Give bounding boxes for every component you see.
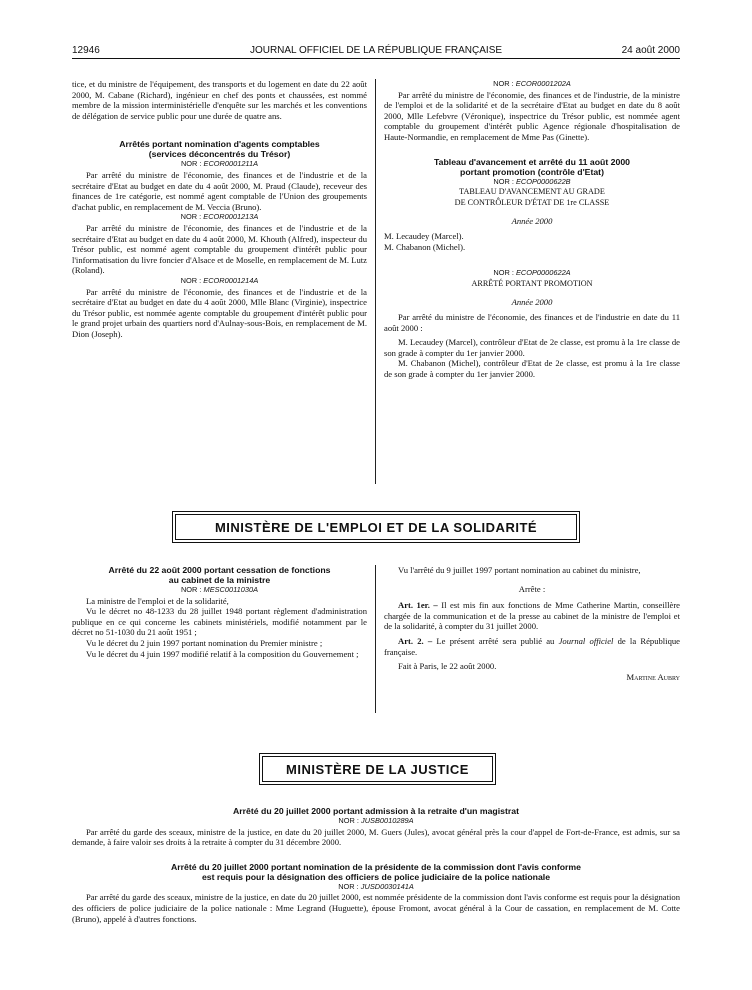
journal-title: JOURNAL OFFICIEL DE LA RÉPUBLIQUE FRANÇAISE — [249, 45, 503, 56]
issue-date: 24 août 2000 — [621, 45, 680, 56]
column-divider — [375, 79, 376, 484]
paragraph: La ministre de l'emploi et de la solidarité, — [86, 595, 229, 606]
ministry-title: MINISTÈRE DE L'EMPLOI ET DE LA SOLIDARITÉ — [175, 514, 577, 540]
section-heading-sub: au cabinet de la ministre — [168, 575, 271, 585]
nor-reference: NOR : ECOR0001211A — [180, 159, 259, 169]
section-heading: Arrêté du 20 juillet 2000 portant nomination de la présidente de la commission dont l'avis conforme — [171, 861, 581, 872]
section-heading: Arrêté du 20 juillet 2000 portant admission à la retraite d'un magistrat — [233, 806, 519, 816]
section-heading: Tableau d'avancement et arrêté du 11 août 2000 — [433, 156, 630, 167]
section-heading: Arrêté du 22 août 2000 portant cessation de fonctions — [108, 565, 331, 575]
nor-reference: NOR : ECOP0000622A — [493, 268, 571, 278]
paragraph: M. Lecaudey (Marcel), contrôleur d'Etat de 2e classe, est promu à la 1re classe de son grade à compter du 1er janvier 2000. — [384, 337, 680, 358]
paragraph: Par arrêté du garde des sceaux, ministre de la justice, en date du 20 juillet 2000, M. Guers (Jules), avocat général près la cour d'appel de Fort-de-France, est admis, sur sa demande, à faire valoir ses droits à la retraite à compter du 31 décembre 2000. — [72, 826, 680, 848]
nor-reference: NOR : JUSD0030141A — [338, 881, 414, 891]
section-heading: Arrêtés portant nomination d'agents comptables — [119, 139, 320, 150]
page-header — [72, 43, 680, 59]
nor-reference: NOR : ECOR0001213A — [180, 212, 259, 222]
continuation-text: tice, et du ministre de l'équipement, des transports et du logement en date du 22 août 2000, M. Cabane (Richard), ingénieur en chef des ponts et chaussées, est nommé membre de la mission interministérielle d'enquête sur les marchés et les conventions de délégation de service public pour une durée de quatre ans. — [72, 79, 367, 121]
year-label: Année 2000 — [511, 297, 553, 308]
ministry-banner — [259, 753, 496, 785]
nor-reference: NOR : JUSB0010289A — [338, 816, 414, 825]
article: Art. 1er. – Il est mis fin aux fonctions de Mme Catherine Martin, conseillère chargée de la communication et de la presse au cabinet de la ministre de l'emploi et de la solidarité, à compter du 31 juillet 2000. — [384, 600, 680, 632]
table-title: TABLEAU D'AVANCEMENT AU GRADE — [459, 187, 605, 197]
paragraph: Fait à Paris, le 22 août 2000. — [398, 661, 497, 672]
top-left-column — [72, 79, 367, 339]
section-heading-sub: est requis pour la désignation des officiers de police judiciaire de la police nationale — [201, 871, 551, 882]
promoted-name: M. Chabanon (Michel). — [384, 241, 466, 252]
article: Art. 2. – Le présent arrêté sera publié au Journal officiel de la République française. — [384, 635, 680, 657]
paragraph: Par arrêté du ministre de l'économie, des finances et de l'industrie et de la secrétaire d'Etat au budget en date du 4 août 2000, M. Praud (Claude), receveur des finances de 1re catégorie, est nommé agent comptable de l'Union des groupements d'achat public, en remplacement de M. Veccia (Bruno). — [72, 169, 367, 212]
paragraph: M. Chabanon (Michel), contrôleur d'Etat de 2e classe, est promu à la 1re classe de son grade à compter du 1er janvier 2000. — [384, 358, 680, 379]
paragraph: Par arrêté du garde des sceaux, ministre de la justice, en date du 20 juillet 2000, est nommée présidente de la commission dont l'avis conforme est requis pour la désignation des officiers de police judiciaire de la police nationale : Mme Legrand (Huguette), épouse Fromont, avocat général à la Cour de cassation, en remplacement de M. Cotte (Bruno), appelé à d'autres fonctions. — [72, 892, 680, 924]
column-divider — [375, 565, 376, 713]
promoted-name: M. Lecaudey (Marcel). — [384, 230, 464, 241]
paragraph: Vu le décret du 4 juin 1997 modifié relatif à la composition du Gouvernement ; — [86, 648, 359, 659]
paragraph: Vu le décret no 48-1233 du 28 juillet 1948 portant règlement d'administration publique en ce qui concerne les cabinets ministériels, modifié notamment par le décret no 51-1030 du 21 août 1951 ; — [72, 606, 367, 638]
paragraph: Par arrêté du ministre de l'économie, des finances et de l'industrie et de la secrétaire d'Etat au budget en date du 4 août 2000, M. Khouth (Alfred), inspecteur du Trésor public, est nommé agent comptable du groupement d'intérêt public pour l'informatisation du livre foncier d'Alsace et de Moselle, en remplacement de M. Lutz (Roland). — [72, 222, 367, 276]
ministry1-left-column — [72, 565, 367, 659]
header-rule — [72, 58, 680, 59]
arrete-title: ARRÊTÉ PORTANT PROMOTION — [471, 278, 593, 288]
ministry-banner — [172, 511, 580, 543]
signature: Martine Aubry — [626, 671, 680, 682]
year-label: Année 2000 — [511, 216, 553, 227]
section-heading-sub: portant promotion (contrôle d'Etat) — [460, 166, 604, 177]
paragraph: Par arrêté du ministre de l'économie, des finances et de l'industrie et de la secrétaire d'Etat au budget en date du 4 août 2000, Mlle Blanc (Virginie), inspectrice du Trésor public, est nommée agente comptable du groupement d'intérêt public pour le grand projet urbain des quartiers nord d'Aulnay-sous-Bois, en remplacement de M. Dion (Joseph). — [72, 286, 367, 339]
nor-reference: NOR : ECOP0000622B — [493, 176, 571, 186]
table-title-sub: DE CONTRÔLEUR D'ÉTAT DE 1re CLASSE — [454, 197, 610, 207]
arrete-label: Arrête : — [518, 583, 546, 594]
paragraph: Vu l'arrêté du 9 juillet 1997 portant nomination au cabinet du ministre, — [398, 565, 641, 575]
paragraph: Vu le décret du 2 juin 1997 portant nomination du Premier ministre ; — [86, 637, 323, 648]
nor-reference: NOR : ECOR0001202A — [493, 79, 571, 88]
top-right-column — [384, 79, 680, 379]
nor-reference: NOR : MESC0011030A — [180, 585, 259, 594]
ministry2-content — [72, 806, 680, 924]
paragraph: Par arrêté du ministre de l'économie, des finances et de l'industrie en date du 11 août 2000 : — [384, 311, 680, 333]
ministry1-right-column — [384, 565, 680, 682]
nor-reference: NOR : ECOR0001214A — [180, 275, 259, 285]
ministry-title: MINISTÈRE DE LA JUSTICE — [262, 756, 493, 782]
page-number: 12946 — [72, 45, 100, 56]
paragraph: Par arrêté du ministre de l'économie, des finances et de l'industrie, de la ministre de l'emploi et de la solidarité et de la secrétaire d'Etat au budget en date du 8 août 2000, Mlle Lefebvre (Véronique), inspectrice du Trésor public, est nommée agent comptable du groupement d'intérêt public Agence régionale d'hospitalisation de Haute-Normandie, en remplacement de Mme Pas (Ginette). — [384, 89, 680, 142]
section-heading-sub: (services déconcentrés du Trésor) — [148, 149, 291, 160]
